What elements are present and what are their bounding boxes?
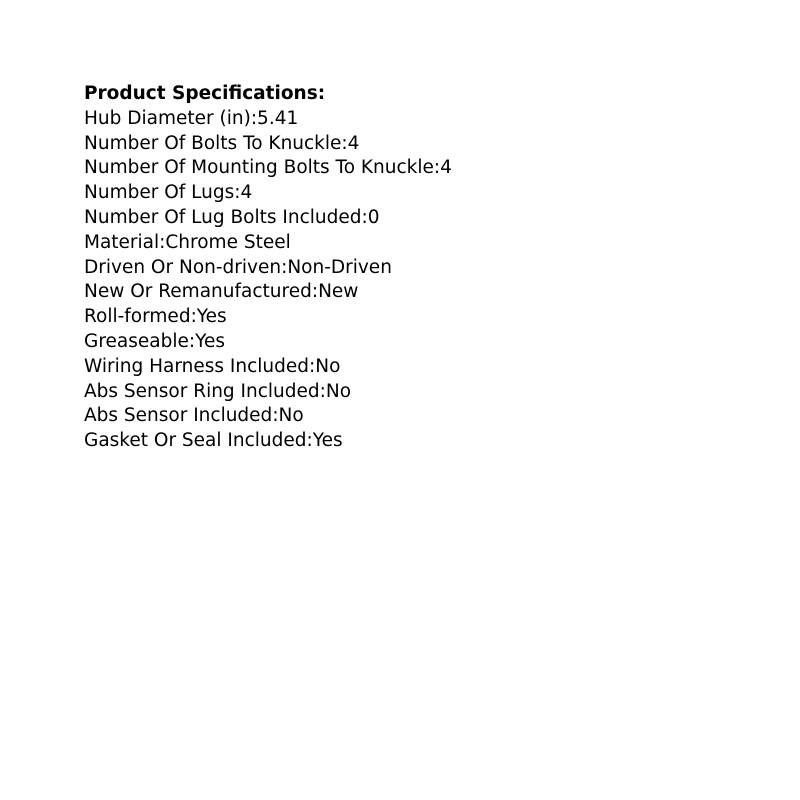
spec-driven-or-non-driven: Driven Or Non-driven:Non-Driven <box>84 256 392 278</box>
spec-label: New Or Remanufactured <box>84 281 312 303</box>
spec-number-of-lugs: Number Of Lugs:4 <box>84 182 253 204</box>
spec-bolts-to-knuckle: Number Of Bolts To Knuckle:4 <box>84 132 360 154</box>
spec-label: Gasket Or Seal Included <box>84 430 307 452</box>
spec-label: Abs Sensor Ring Included <box>84 380 320 402</box>
spec-mounting-bolts-to-knuckle: Number Of Mounting Bolts To Knuckle:4 <box>84 157 452 179</box>
spec-greaseable: Greaseable:Yes <box>84 330 225 352</box>
spec-value: Yes <box>312 430 343 452</box>
spec-value: No <box>278 405 304 427</box>
spec-value: 4 <box>240 182 253 204</box>
spec-label: Abs Sensor Included <box>84 405 273 427</box>
spec-roll-formed: Roll-formed:Yes <box>84 306 227 328</box>
spec-label: Roll-formed <box>84 306 191 328</box>
spec-list <box>84 107 452 454</box>
spec-value: Yes <box>195 330 225 352</box>
specifications-title: Product Specifications: <box>84 83 326 104</box>
spec-label: Driven Or Non-driven <box>84 256 282 278</box>
spec-abs-sensor-included: Abs Sensor Included:No <box>84 405 304 427</box>
spec-new-or-remanufactured: New Or Remanufactured:New <box>84 281 359 303</box>
spec-label: Number Of Lugs <box>84 182 235 204</box>
spec-label: Number Of Lug Bolts Included <box>84 206 362 228</box>
spec-label: Number Of Bolts To Knuckle <box>84 132 342 154</box>
spec-label: Hub Diameter (in) <box>84 107 251 129</box>
spec-value: No <box>315 355 341 377</box>
spec-value: New <box>318 281 359 303</box>
spec-value: Yes <box>196 306 227 328</box>
spec-label: Material <box>84 231 160 253</box>
spec-gasket-or-seal-included: Gasket Or Seal Included:Yes <box>84 430 343 452</box>
spec-value: 5.41 <box>257 107 299 129</box>
spec-hub-diameter: Hub Diameter (in):5.41 <box>84 107 299 129</box>
spec-wiring-harness-included: Wiring Harness Included:No <box>84 355 341 377</box>
spec-label: Wiring Harness Included <box>84 355 309 377</box>
spec-value: 0 <box>367 206 380 228</box>
spec-value: No <box>325 380 352 402</box>
spec-abs-sensor-ring-included: Abs Sensor Ring Included:No <box>84 380 352 402</box>
product-specifications <box>84 82 452 454</box>
spec-value: Chrome Steel <box>165 231 291 253</box>
spec-material: Material:Chrome Steel <box>84 231 291 253</box>
spec-value: 4 <box>440 157 452 179</box>
spec-value: 4 <box>347 132 360 154</box>
spec-label: Greaseable <box>84 330 189 352</box>
spec-value: Non-Driven <box>287 256 392 278</box>
spec-lug-bolts-included: Number Of Lug Bolts Included:0 <box>84 206 380 228</box>
spec-label: Number Of Mounting Bolts To Knuckle <box>84 157 434 179</box>
